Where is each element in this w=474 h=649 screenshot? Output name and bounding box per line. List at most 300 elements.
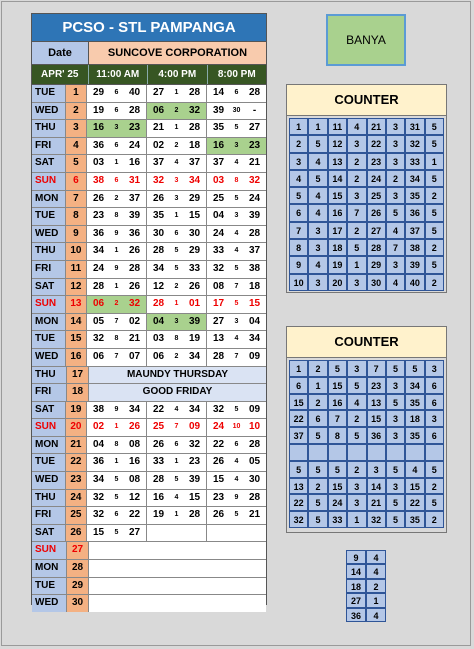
table-row: [32, 155, 266, 173]
result-number-2: 26: [128, 280, 141, 292]
result-number-2: 34: [188, 350, 201, 362]
result-number-1: 16: [152, 491, 165, 503]
result-number-1: 27: [212, 315, 225, 327]
result-number-1: 37: [152, 157, 165, 169]
day-name: THU: [32, 367, 67, 384]
draw-result: [87, 402, 147, 419]
result-sum: 1: [114, 159, 119, 167]
result-number-2: 34: [248, 333, 261, 345]
result-number-2: -: [252, 104, 257, 116]
counter-cell: 5: [289, 187, 308, 204]
counter-cell: [289, 444, 308, 461]
counter-cell: 2: [425, 239, 444, 256]
counter-cell: 3: [386, 118, 405, 135]
day-name: SAT: [32, 402, 66, 419]
result-number-1: 28: [152, 474, 165, 486]
counter-cell: 5: [386, 511, 405, 528]
result-sum: 5: [174, 476, 179, 484]
results-calendar: [31, 13, 267, 609]
day-number: 1: [66, 85, 87, 102]
table-row: [32, 85, 266, 103]
counter-cell: 33: [328, 511, 347, 528]
result-number-1: 26: [212, 456, 225, 468]
result-number-2: 01: [188, 298, 201, 310]
result-number-1: 33: [212, 245, 225, 257]
counter-cell: 3: [425, 410, 444, 427]
counter-cell: 7: [328, 410, 347, 427]
result-number-2: 26: [128, 245, 141, 257]
draw-result: [207, 155, 266, 172]
result-number-1: 15: [212, 474, 225, 486]
result-number-1: 28: [92, 280, 105, 292]
result-number-1: 03: [212, 174, 225, 186]
draw-result: [207, 490, 266, 507]
draw-result: [207, 349, 266, 366]
result-sum: 8: [234, 176, 239, 184]
day-number: 11: [66, 261, 87, 278]
counter-cell: 1: [308, 377, 327, 394]
counter-cell: 1: [366, 593, 386, 607]
result-number-1: 24: [92, 262, 105, 274]
counter-cell: 6: [289, 204, 308, 221]
draw-result: [87, 173, 147, 190]
draw-result: [87, 437, 147, 454]
counter-cell: 4: [347, 394, 366, 411]
day-name: MON: [32, 314, 66, 331]
result-number-1: 23: [212, 491, 225, 503]
day-name: SUN: [32, 173, 66, 190]
result-number-2: 28: [248, 438, 261, 450]
draw-result: [147, 437, 207, 454]
counter-cell: 3: [308, 222, 327, 239]
draw-result: [87, 226, 147, 243]
counter-cell: 5: [386, 360, 405, 377]
result-sum: 6: [234, 89, 239, 96]
result-number-2: 39: [188, 315, 201, 327]
counter-cell: 18: [405, 410, 424, 427]
counter-cell: 35: [405, 511, 424, 528]
draw-result: [87, 454, 147, 471]
result-number-2: 09: [188, 421, 201, 433]
table-row: [32, 279, 266, 297]
day-name: SUN: [32, 296, 66, 313]
draw-result: [147, 226, 207, 243]
result-sum: 3: [174, 194, 179, 202]
result-number-2: 32: [128, 298, 141, 310]
company-name: SUNCOVE CORPORATION: [89, 42, 266, 64]
day-name: THU: [32, 490, 66, 507]
counter-cell: 16: [328, 204, 347, 221]
result-number-1: 17: [212, 298, 225, 310]
counter-cell: 3: [386, 427, 405, 444]
draw-result: [147, 261, 207, 278]
result-number-1: 34: [92, 474, 105, 486]
result-sum: 7: [114, 317, 119, 325]
result-sum: 9: [114, 229, 119, 237]
result-number-2: 21: [248, 157, 261, 169]
result-number-2: 16: [128, 456, 141, 468]
counter-cell: 2: [347, 461, 366, 478]
result-number-1: 26: [152, 438, 165, 450]
result-sum: 30: [232, 106, 241, 114]
counter-cell: 3: [425, 360, 444, 377]
day-name: FRI: [32, 261, 66, 278]
result-sum: 4: [174, 159, 179, 167]
day-name: SUN: [32, 419, 66, 436]
draw-result: [87, 472, 147, 489]
day-name: WED: [32, 349, 66, 366]
result-sum: 6: [114, 89, 119, 96]
result-number-2: 19: [188, 333, 201, 345]
counter-cell: 38: [405, 239, 424, 256]
counter-cell: 3: [347, 360, 366, 377]
counter-cell: [347, 444, 366, 461]
result-number-1: 37: [212, 157, 225, 169]
result-number-1: 35: [212, 122, 225, 134]
counter-cell: 5: [425, 461, 444, 478]
counter-cell: [328, 444, 347, 461]
counter-cell: 12: [328, 135, 347, 152]
table-row: [32, 419, 266, 437]
counter-cell: 39: [405, 256, 424, 273]
result-number-2: 24: [128, 139, 141, 151]
counter-cell: 5: [425, 204, 444, 221]
result-number-1: 04: [152, 315, 165, 327]
day-number: 25: [66, 507, 87, 524]
draw-result: [147, 454, 207, 471]
draw-result: [147, 155, 207, 172]
result-sum: 7: [114, 352, 119, 360]
table-row: [32, 296, 266, 314]
result-number-2: 37: [188, 157, 201, 169]
result-sum: 3: [174, 176, 179, 184]
counter-cell: 5: [425, 256, 444, 273]
day-name: TUE: [32, 331, 66, 348]
draw-result: [147, 208, 207, 225]
draw-result: [87, 314, 147, 331]
day-name: TUE: [32, 208, 66, 225]
table-row: [32, 191, 266, 209]
day-name: SAT: [32, 279, 66, 296]
result-number-2: 29: [188, 245, 201, 257]
draw-result: [207, 454, 266, 471]
draw-result: [207, 138, 266, 155]
result-number-1: 39: [212, 104, 225, 116]
counter-cell: 18: [328, 239, 347, 256]
counter-cell: 3: [308, 274, 327, 291]
result-number-2: 34: [128, 403, 141, 415]
result-number-2: 32: [188, 438, 201, 450]
holiday-label: GOOD FRIDAY: [89, 384, 266, 401]
counter-cell: 5: [386, 394, 405, 411]
counter-cell: 14: [346, 564, 366, 578]
result-number-2: 04: [248, 315, 261, 327]
day-number: 13: [66, 296, 87, 313]
result-sum: 2: [174, 106, 179, 114]
counter-cell: 1: [425, 153, 444, 170]
result-number-2: 08: [128, 438, 141, 450]
day-number: 17: [67, 367, 89, 384]
result-number-1: 04: [212, 210, 225, 222]
result-sum: 5: [234, 124, 239, 132]
result-sum: 5: [234, 300, 239, 308]
counter-grid-1: [287, 116, 446, 293]
table-row: [32, 560, 266, 578]
result-number-1: 36: [92, 456, 105, 468]
result-number-1: 19: [152, 509, 165, 521]
counter-title: COUNTER: [287, 85, 446, 116]
day-number: 7: [66, 191, 87, 208]
counter-cell: 4: [366, 550, 386, 564]
result-number-2: [243, 525, 266, 542]
counter-cell: 1: [308, 118, 327, 135]
counter-cell: 24: [367, 170, 386, 187]
result-sum: 1: [114, 282, 119, 290]
result-number-1: [207, 525, 230, 542]
counter-cell: 35: [405, 187, 424, 204]
result-number-1: 22: [152, 403, 165, 415]
table-row: [32, 120, 266, 138]
result-sum: 7: [174, 423, 179, 431]
counter-cell: [367, 444, 386, 461]
result-number-2: 09: [248, 403, 261, 415]
counter-cell: 7: [347, 204, 366, 221]
draw-result: [87, 331, 147, 348]
day-number: 6: [66, 173, 87, 190]
result-number-2: 16: [128, 157, 141, 169]
day-number: 29: [67, 578, 89, 595]
result-sum: 1: [174, 89, 179, 96]
counter-cell: 2: [347, 410, 366, 427]
table-row: [32, 226, 266, 244]
counter-cell: 36: [367, 427, 386, 444]
draw-result: [147, 472, 207, 489]
counter-cell: 5: [347, 427, 366, 444]
result-number-2: 27: [248, 122, 261, 134]
draw-result: [207, 507, 266, 524]
counter-cell: 5: [405, 360, 424, 377]
counter-cell: 2: [425, 274, 444, 291]
draw-result: [147, 173, 207, 190]
result-sum: 9: [234, 493, 239, 501]
result-number-1: 06: [92, 298, 105, 310]
result-number-2: 24: [248, 192, 261, 204]
table-row: [32, 349, 266, 367]
day-name: THU: [32, 243, 66, 260]
counter-cell: 7: [289, 222, 308, 239]
date-label: Date: [32, 42, 89, 64]
draw-result: [207, 472, 266, 489]
counter-cell: 3: [289, 153, 308, 170]
draw-result: [207, 103, 266, 120]
counter-cell: 2: [308, 394, 327, 411]
result-sum: 4: [234, 335, 239, 343]
counter-cell: 2: [289, 135, 308, 152]
counter-cell: 7: [386, 239, 405, 256]
counter-cell: 5: [308, 494, 327, 511]
draw-result: [87, 419, 147, 436]
banya-box: BANYA: [326, 14, 406, 66]
counter-cell: 3: [386, 478, 405, 495]
counter-cell: 27: [346, 593, 366, 607]
counter-cell: 2: [425, 187, 444, 204]
counter-cell: 5: [386, 494, 405, 511]
result-sum: 5: [234, 194, 239, 202]
result-sum: 3: [174, 317, 179, 325]
counter-cell: 4: [366, 564, 386, 578]
result-number-1: 03: [92, 157, 105, 169]
counter-cell: 6: [425, 377, 444, 394]
result-number-2: [183, 525, 206, 542]
result-number-1: 25: [212, 192, 225, 204]
draw-result: [147, 314, 207, 331]
counter-cell: 4: [308, 256, 327, 273]
table-row: [32, 595, 266, 612]
empty-results: [89, 542, 266, 559]
result-number-1: 35: [152, 210, 165, 222]
result-number-1: 27: [152, 87, 165, 98]
counter-cell: 7: [367, 360, 386, 377]
counter-cell: 32: [289, 511, 308, 528]
day-number: 4: [66, 138, 87, 155]
counter-cell: 3: [367, 461, 386, 478]
draw-result: [87, 155, 147, 172]
counter-cell: 2: [425, 478, 444, 495]
counter-cell: 8: [289, 239, 308, 256]
result-sum: 5: [174, 264, 179, 272]
draw-result: [87, 191, 147, 208]
result-sum: 10: [232, 423, 241, 431]
day-number: 23: [66, 472, 87, 489]
result-number-1: 32: [212, 262, 225, 274]
draw-result: [147, 85, 207, 102]
counter-cell: 5: [425, 135, 444, 152]
result-sum: [170, 525, 183, 542]
counter-cell: 5: [425, 118, 444, 135]
counter-cell: 36: [405, 204, 424, 221]
result-number-2: 23: [248, 139, 261, 151]
table-row: [32, 402, 266, 420]
result-sum: 9: [114, 405, 119, 413]
result-number-2: 28: [188, 122, 201, 134]
counter-cell: 10: [289, 274, 308, 291]
result-number-1: 06: [152, 350, 165, 362]
result-number-2: 28: [188, 509, 201, 521]
draw-result: [207, 525, 266, 542]
counter-table-3: [346, 550, 386, 622]
result-number-1: 03: [152, 333, 165, 345]
counter-cell: 28: [367, 239, 386, 256]
result-sum: 8: [114, 440, 119, 448]
counter-cell: 20: [328, 274, 347, 291]
result-number-2: 36: [128, 227, 141, 239]
result-number-1: 32: [92, 509, 105, 521]
result-sum: 2: [174, 282, 179, 290]
calendar-header-row: [32, 42, 266, 65]
counter-cell: 31: [405, 118, 424, 135]
counter-cell: 5: [386, 461, 405, 478]
draw-result: [207, 296, 266, 313]
result-sum: 7: [234, 352, 239, 360]
day-name: MON: [32, 437, 66, 454]
result-number-1: 19: [92, 104, 105, 116]
counter-cell: 3: [386, 377, 405, 394]
draw-time-1: 11:00 AM: [89, 65, 149, 84]
counter-cell: 14: [367, 478, 386, 495]
counter-cell: 27: [367, 222, 386, 239]
counter-cell: 6: [425, 394, 444, 411]
result-number-1: 02: [92, 421, 105, 433]
draw-result: [147, 331, 207, 348]
result-number-1: 28: [212, 350, 225, 362]
result-sum: 4: [234, 159, 239, 167]
calendar-rows: [32, 85, 266, 612]
result-number-2: 28: [248, 491, 261, 503]
result-number-1: 38: [92, 174, 105, 186]
result-number-2: 30: [248, 474, 261, 486]
counter-cell: 19: [328, 256, 347, 273]
day-number: 5: [66, 155, 87, 172]
result-number-2: 10: [248, 421, 261, 433]
draw-result: [87, 296, 147, 313]
day-number: 8: [66, 208, 87, 225]
draw-result: [147, 402, 207, 419]
result-sum: 4: [234, 247, 239, 255]
result-number-2: 12: [128, 491, 141, 503]
counter-cell: 3: [347, 274, 366, 291]
result-sum: 6: [234, 440, 239, 448]
table-row: [32, 542, 266, 560]
result-sum: 1: [114, 423, 119, 431]
result-sum: 9: [114, 264, 119, 272]
counter-grid-2: [287, 358, 446, 530]
counter-title: COUNTER: [287, 327, 446, 358]
result-number-1: 12: [152, 280, 165, 292]
result-number-1: 05: [92, 315, 105, 327]
result-sum: 2: [174, 352, 179, 360]
counter-cell: 14: [328, 170, 347, 187]
result-number-1: 02: [152, 139, 165, 151]
draw-result: [147, 120, 207, 137]
table-row: [32, 173, 266, 191]
result-number-2: 40: [128, 87, 141, 98]
result-number-2: 21: [248, 509, 261, 521]
table-row: [32, 472, 266, 490]
result-number-2: 28: [248, 227, 261, 239]
counter-cell: 1: [347, 511, 366, 528]
counter-cell: 5: [308, 135, 327, 152]
counter-cell: 1: [347, 256, 366, 273]
table-row: [32, 314, 266, 332]
counter-cell: 4: [308, 187, 327, 204]
counter-cell: 34: [405, 377, 424, 394]
result-sum: 4: [234, 229, 239, 237]
result-sum: 8: [174, 335, 179, 343]
table-row: [32, 208, 266, 226]
counter-cell: 5: [328, 360, 347, 377]
result-sum: 5: [114, 528, 119, 536]
day-name: TUE: [32, 454, 66, 471]
counter-cell: 17: [328, 222, 347, 239]
draw-result: [207, 173, 266, 190]
counter-cell: 22: [289, 494, 308, 511]
result-number-1: 06: [152, 104, 165, 116]
counter-cell: 8: [328, 427, 347, 444]
result-number-1: 29: [92, 87, 105, 98]
draw-result: [87, 525, 147, 542]
result-number-1: 26: [152, 192, 165, 204]
counter-table-1: [286, 84, 447, 293]
